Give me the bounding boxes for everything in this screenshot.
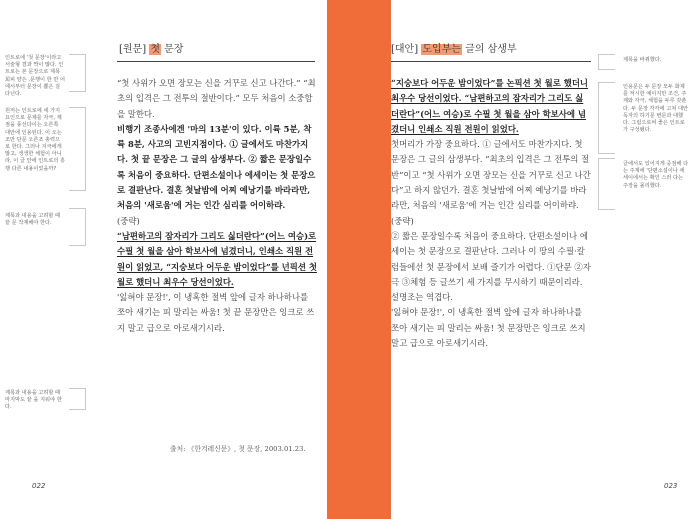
page-number-left: 022 [32,482,46,490]
note-bracket-3 [598,158,615,210]
side-note-1: 제목을 바꿔했다. [623,57,662,63]
side-note-3: 글에서도 있어지게 중점해 다는 주제에 '단편소설이나 에세이에서는 확인 스러 다는 주장을 몰리했다. [623,161,689,189]
paragraph: '잃혀야 문장!', 이 냉혹한 절벽 앞에 글자 하나하나를 쪼아 새기는 피 말리는 싸움! 첫 끝 문장만은 잉크로 쓰지 말고 급으로 아로새기시라. [117,292,315,333]
heading-rest: 글의 삼생부 [465,44,517,55]
side-note-4: 제목과 내용을 고려할 때 마지막도 끝 을 지워야 한다. [5,390,62,411]
source-citation: 출처: 《한겨레신문》, 첫 문장, 2003.01.23. [170,445,306,453]
heading-rule [391,61,591,62]
note-bracket-1 [69,54,86,92]
right-heading [391,40,517,55]
heading-highlight: 첫 [150,44,160,55]
right-page [391,0,700,519]
side-note-2: 인용문은 두 문장 모두 화제를 저시한 예이지만 조건, 주제와 자극, 체험을 두루 갖춘다. 두 문장 각각에 고쳐 대안 독자의 하기문 변문과 대했다. 그럼으로써 좋은 인트로가 구성됐다. [623,84,689,134]
side-note-3: 제목과 내용을 고려할 때 끝 문 작제해야 한다. [5,213,61,227]
paragraph: “첫 사위가 오면 장모는 신을 거꾸로 신고 나간다.” “최초의 입격은 그 전투의 절반이다.” 모두 처음이 소중함을 말한다. [117,78,316,119]
side-note-1: 인트로에 '첫 문장'이라고 서술형 결과 짝이 많다. 인트로는 본 문장으로 제목 회피 양은 ,문행이 한 만 어에서부터 문장이 뽑은 걸 다닌다. [5,55,66,98]
heading-rule [117,61,315,62]
heading-label: [원문] [119,44,147,55]
paragraph: “지숭보다 어두운 밤이었다”를 논픽션 첫 월로 했더니 최우수 당선이었다. “남편하고의 잠자리가 그리도 싫더란다”(어느 여승)로 수필 첫 월을 삼아 학보사에 넘겼더니 인쇄소 직원 전원이 읽었다. [391,78,589,134]
left-page [0,0,327,519]
paragraph: ② 짧은 문장일수록 처음이 중요하다. 단편소설이나 에세이는 첫 문장으로 결판난다. 그러나 이 땅의 수필·칼럼들에선 첫 문장에서 보배 즐기가 어렵다. ①단문 ②자극 ③체험 등 글쓰기 세 가지를 무시하기 때문이리라. 설명조는 역겹다. [391,230,591,303]
paragraph: “남편하고의 잠자리가 그리도 싫더란다”(어느 여승)로 수필 첫 월을 삼아 학보사에 넘겼더니, 인쇄소 직원 전원이 읽었고, “지숭보다 어두운 밤이었다”를 넌픽션 첫 월로 했더니 최우수 당선이었다. [117,230,317,287]
paragraph: 첫머리가 가장 중요하다. ① 글에서도 마찬가지다. 첫 문장은 그 글의 삼생부다. “최초의 입격은 그 전투의 절반”이고 “첫 사위가 오면 장모는 신을 거꾸로 신고 나간다”고 하지 않던가. 결혼 첫날밤에 어찌 예낭기를 바라라만, 처음의 '새로움'에 거는 인간 심리를 어이하랴. [391,139,591,211]
left-heading [119,40,184,55]
note-bracket-2 [69,107,86,191]
paragraph-ellipsis: (중략) [391,215,414,226]
note-bracket-3 [69,208,86,246]
paragraph: 비행기 조종사에겐 '마의 13분'이 있다. 이륙 5분, 착륙 8분, 사고의 고빈지점이다. ① 글에서도 마찬가지다. 첫 끝 문장은 그 글의 삼생부다. ② 짧은 문장일수록 처음이 중요하다. 단편소설이나 에세이는 첫 문장으로 결판난다. 결혼 첫날밤에 어찌 예낭기를 바라라만, 처음의 '새로움'에 거는 인간 심리를 어이하랴. [117,123,316,211]
side-note-2: 원저는 인트로에 세 가지 요인으로 문제를 자극, 제 점을 풍선다이는 오른쪽 대안에 인용된다. 이 오는 조만 단문 오른조 총력으로 한다. 그러나 지극에게 많고, 생생한 체험이 아니라, 이 글 안에 인트로의 흥행 다른 내용이었을까? [5,108,66,172]
note-bracket-2 [598,82,615,154]
book-spine [327,0,391,519]
right-body [391,76,591,351]
heading-label: [대안] [391,44,419,55]
paragraph: '잃혀야 문장!', 이 냉혹한 절벽 앞에 글자 하나하나를 쪼아 새기는 피 말리는 싸움! 첫 문장만은 잉크로 쓰지 말고 급으로 아로새기시라. [391,307,586,349]
note-bracket-1 [598,54,615,70]
heading-highlight: 도입부는 [422,44,461,55]
left-body [117,76,317,336]
paragraph-ellipsis: (중략) [117,215,140,226]
note-bracket-4 [69,388,86,410]
page-number-right: 023 [664,482,678,490]
heading-rest: 문장 [164,44,184,55]
